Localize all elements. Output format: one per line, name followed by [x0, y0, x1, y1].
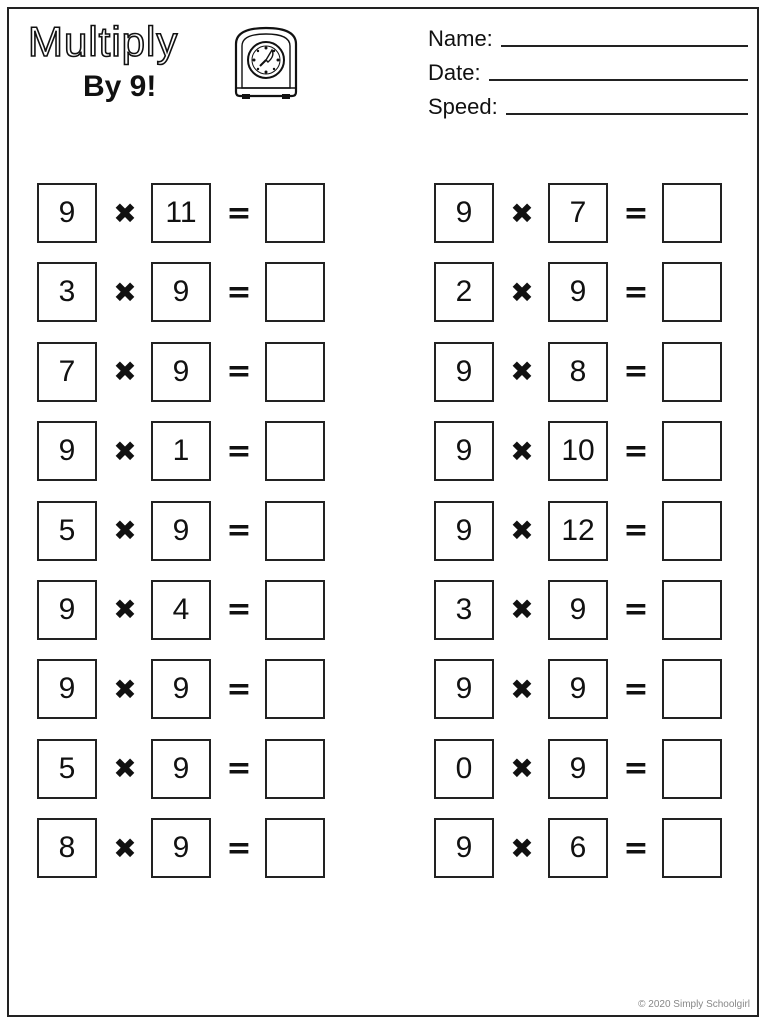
equals-icon: = — [226, 830, 252, 866]
factor-b-box: 6 — [548, 818, 608, 878]
equals-icon: = — [623, 830, 649, 866]
student-info — [428, 18, 748, 120]
factor-b-box: 7 — [548, 183, 608, 243]
problem-row — [434, 739, 734, 802]
answer-box[interactable] — [662, 501, 722, 561]
problem-row — [37, 262, 337, 325]
factor-b-box: 9 — [548, 739, 608, 799]
factor-b-box: 10 — [548, 421, 608, 481]
factor-b-box: 11 — [151, 183, 211, 243]
answer-box[interactable] — [265, 739, 325, 799]
answer-box[interactable] — [265, 342, 325, 402]
factor-b-box: 9 — [151, 262, 211, 322]
right-problem-column — [434, 183, 734, 898]
factor-b-box: 9 — [151, 739, 211, 799]
factor-b-box: 9 — [548, 262, 608, 322]
factor-b-box: 9 — [548, 659, 608, 719]
times-icon: ✖ — [113, 752, 137, 786]
problem-row — [434, 818, 734, 881]
times-icon: ✖ — [510, 196, 534, 230]
factor-b-box: 12 — [548, 501, 608, 561]
problem-row — [37, 342, 337, 405]
factor-a-box: 5 — [37, 501, 97, 561]
date-field[interactable] — [489, 79, 748, 81]
answer-box[interactable] — [662, 342, 722, 402]
factor-a-box: 0 — [434, 739, 494, 799]
problem-row — [37, 580, 337, 643]
problem-row — [434, 501, 734, 564]
answer-box[interactable] — [662, 262, 722, 322]
times-icon: ✖ — [113, 593, 137, 627]
factor-a-box: 9 — [37, 580, 97, 640]
equals-icon: = — [226, 513, 252, 549]
times-icon: ✖ — [510, 831, 534, 865]
date-row — [428, 52, 748, 86]
answer-box[interactable] — [265, 659, 325, 719]
factor-b-box: 9 — [151, 818, 211, 878]
answer-box[interactable] — [265, 501, 325, 561]
problem-row — [37, 659, 337, 722]
times-icon: ✖ — [510, 752, 534, 786]
speed-label: Speed: — [428, 94, 498, 119]
answer-box[interactable] — [662, 421, 722, 481]
problem-row — [37, 421, 337, 484]
equals-icon: = — [623, 592, 649, 628]
equals-icon: = — [623, 354, 649, 390]
factor-a-box: 3 — [37, 262, 97, 322]
factor-a-box: 9 — [434, 501, 494, 561]
equals-icon: = — [226, 433, 252, 469]
factor-b-box: 9 — [548, 580, 608, 640]
name-row — [428, 18, 748, 52]
answer-box[interactable] — [662, 659, 722, 719]
factor-a-box: 9 — [434, 421, 494, 481]
factor-a-box: 9 — [37, 421, 97, 481]
problem-row — [434, 183, 734, 246]
times-icon: ✖ — [510, 514, 534, 548]
equals-icon: = — [226, 354, 252, 390]
alarm-clock-icon — [226, 22, 306, 102]
times-icon: ✖ — [510, 434, 534, 468]
times-icon: ✖ — [113, 196, 137, 230]
times-icon: ✖ — [510, 593, 534, 627]
answer-box[interactable] — [662, 818, 722, 878]
factor-a-box: 8 — [37, 818, 97, 878]
factor-a-box: 9 — [434, 342, 494, 402]
equals-icon: = — [226, 274, 252, 310]
factor-a-box: 3 — [434, 580, 494, 640]
times-icon: ✖ — [113, 672, 137, 706]
times-icon: ✖ — [113, 434, 137, 468]
times-icon: ✖ — [113, 275, 137, 309]
name-label: Name: — [428, 26, 493, 51]
factor-a-box: 5 — [37, 739, 97, 799]
equals-icon: = — [623, 195, 649, 231]
equals-icon: = — [623, 751, 649, 787]
speed-field[interactable] — [506, 113, 748, 115]
equals-icon: = — [226, 671, 252, 707]
times-icon: ✖ — [510, 672, 534, 706]
equals-icon: = — [623, 513, 649, 549]
equals-icon: = — [623, 671, 649, 707]
times-icon: ✖ — [113, 514, 137, 548]
problem-row — [37, 818, 337, 881]
answer-box[interactable] — [662, 183, 722, 243]
problem-row — [37, 183, 337, 246]
problem-row — [37, 501, 337, 564]
factor-a-box: 7 — [37, 342, 97, 402]
answer-box[interactable] — [265, 183, 325, 243]
times-icon: ✖ — [510, 275, 534, 309]
copyright-text: © 2020 Simply Schoolgirl — [638, 999, 750, 1010]
problem-row — [434, 421, 734, 484]
answer-box[interactable] — [265, 262, 325, 322]
date-label: Date: — [428, 60, 481, 85]
problem-row — [434, 262, 734, 325]
factor-b-box: 8 — [548, 342, 608, 402]
factor-a-box: 9 — [37, 659, 97, 719]
title-text: Multiply — [28, 18, 179, 65]
times-icon: ✖ — [510, 355, 534, 389]
problem-row — [434, 342, 734, 405]
times-icon: ✖ — [113, 831, 137, 865]
worksheet-subtitle: By 9! — [83, 70, 157, 103]
equals-icon: = — [623, 433, 649, 469]
answer-box[interactable] — [265, 421, 325, 481]
speed-row — [428, 86, 748, 120]
factor-b-box: 1 — [151, 421, 211, 481]
equals-icon: = — [226, 751, 252, 787]
factor-a-box: 9 — [434, 183, 494, 243]
equals-icon: = — [226, 592, 252, 628]
equals-icon: = — [623, 274, 649, 310]
problem-row — [434, 659, 734, 722]
worksheet-title — [28, 18, 218, 66]
factor-a-box: 2 — [434, 262, 494, 322]
factor-a-box: 9 — [37, 183, 97, 243]
name-field[interactable] — [501, 45, 748, 47]
factor-b-box: 9 — [151, 659, 211, 719]
answer-box[interactable] — [662, 739, 722, 799]
factor-a-box: 9 — [434, 659, 494, 719]
factor-b-box: 9 — [151, 342, 211, 402]
factor-b-box: 4 — [151, 580, 211, 640]
equals-icon: = — [226, 195, 252, 231]
problem-row — [37, 739, 337, 802]
answer-box[interactable] — [265, 818, 325, 878]
left-problem-column — [37, 183, 337, 898]
answer-box[interactable] — [662, 580, 722, 640]
answer-box[interactable] — [265, 580, 325, 640]
times-icon: ✖ — [113, 355, 137, 389]
factor-b-box: 9 — [151, 501, 211, 561]
problem-row — [434, 580, 734, 643]
factor-a-box: 9 — [434, 818, 494, 878]
